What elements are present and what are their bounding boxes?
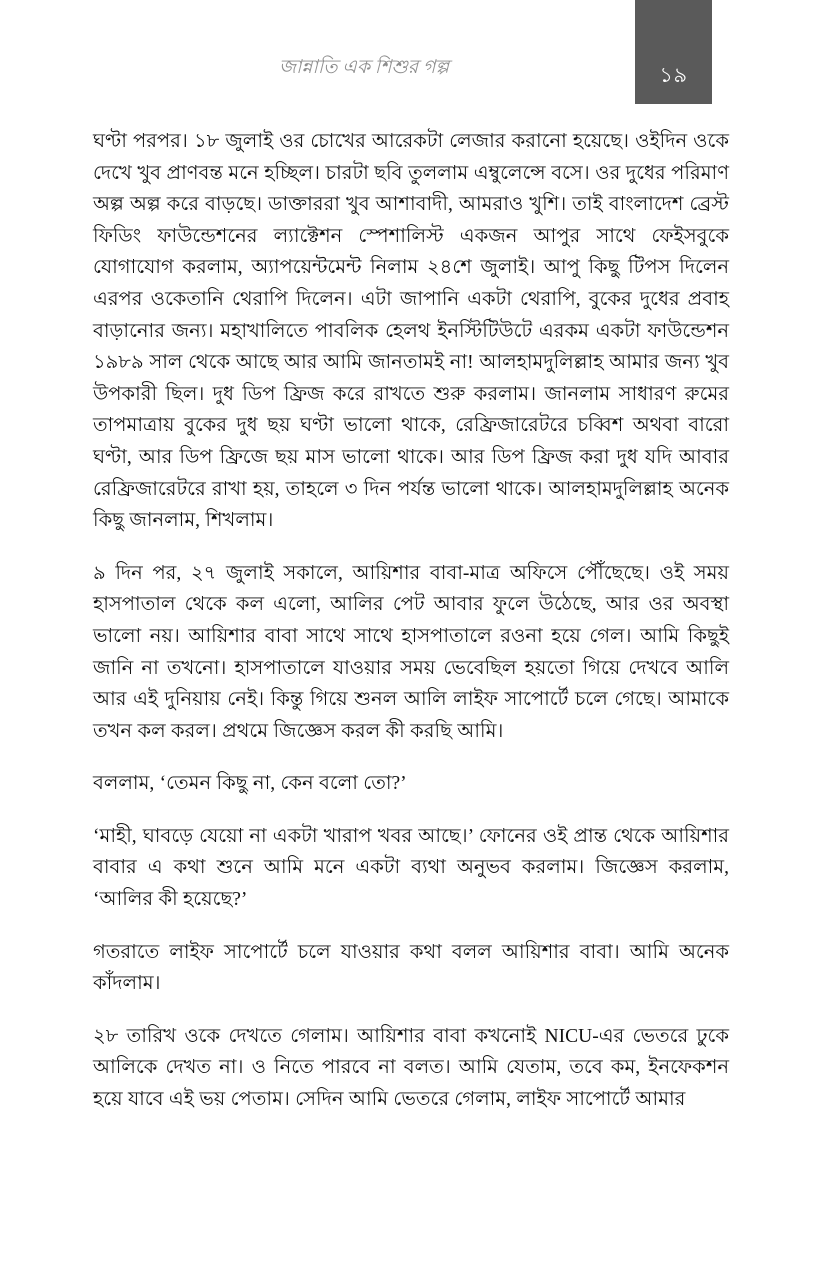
paragraph: ২৮ তারিখ ওকে দেখতে গেলাম। আয়িশার বাবা কখনোই NICU-এর ভেতরে ঢুকে আলিকে দেখত না। ও নিতে পারবে না বলত। আমি যেতাম, তবে কম, ইনফেকশন হয়ে যাবে এই ভয় পেতাম। সেদিন আমি ভেতরে গেলাম, লাইফ সাপোর্টে আমার bbox=[93, 1025, 729, 1111]
paragraph: বললাম, ‘তেমন কিছু না, কেন বলো তো?’ bbox=[93, 773, 407, 795]
running-head-title: জান্নাতি এক শিশুর গল্প bbox=[278, 57, 450, 78]
page-number-box bbox=[635, 0, 712, 104]
page-number: ১৯ bbox=[659, 63, 688, 87]
paragraph: গতরাতে লাইফ সাপোর্টে চলে যাওয়ার কথা বলল আয়িশার বাবা। আমি অনেক কাঁদলাম। bbox=[93, 941, 729, 995]
paragraph: ৯ দিন পর, ২৭ জুলাই সকালে, আয়িশার বাবা-মাত্র অফিসে পৌঁছেছে। ওই সময় হাসপাতাল থেকে কল এলো, আলির পেট আবার ফুলে উঠেছে, আর ওর অবস্থা ভালো নয়। আয়িশার বাবা সাথে সাথে হাসপাতালে রওনা হয়ে গেল। আমি কিছুই জানি না তখনো। হাসপাতালে যাওয়ার সময় ভেবেছিল হয়তো গিয়ে দেখবে আলি আর এই দুনিয়ায় নেই। কিন্তু গিয়ে শুনল আলি লাইফ সাপোর্টে চলে গেছে। আমাকে তখন কল করল। প্রথমে জিজ্ঞেস করল কী করছি আমি। bbox=[93, 562, 729, 742]
body-text-block bbox=[93, 126, 729, 1116]
paragraph: ‘মাহী, ঘাবড়ে যেয়ো না একটা খারাপ খবর আছে।’ ফোনের ওই প্রান্ত থেকে আয়িশার বাবার এ কথা শুনে আমি মনে একটা ব্যথা অনুভব করলাম। জিজ্ঞেস করলাম, ‘আলির কী হয়েছে?’ bbox=[93, 825, 729, 911]
page-header bbox=[0, 0, 822, 108]
paragraph: ঘণ্টা পরপর। ১৮ জুলাই ওর চোখের আরেকটা লেজার করানো হয়েছে। ওইদিন ওকে দেখে খুব প্রাণবন্ত মনে হচ্ছিল। চারটা ছবি তুললাম এম্বুলেন্সে বসে। ওর দুধের পরিমাণ অল্প অল্প করে বাড়ছে। ডাক্তাররা খুব আশাবাদী, আমরাও খুশি। তাই বাংলাদেশ ব্রেস্ট ফিডিং ফাউন্ডেশনের ল্যাক্টেশন স্পেশালিস্ট একজন আপুর সাথে ফেইসবুকে যোগাযোগ করলাম, অ্যাপয়েন্টমেন্ট নিলাম ২৪শে জুলাই। আপু কিছু টিপস দিলেন এরপর ওকেতানি থেরাপি দিলেন। এটা জাপানি একটা থেরাপি, বুকের দুধের প্রবাহ বাড়ানোর জন্য। মহাখালিতে পাবলিক হেলথ ইনস্টিটিউটে এরকম একটা ফাউন্ডেশন ১৯৮৯ সাল থেকে আছে আর আমি জানতামই না! আলহামদুলিল্লাহ আমার জন্য খুব উপকারী ছিল। দুধ ডিপ ফ্রিজ করে রাখতে শুরু করলাম। জানলাম সাধারণ রুমের তাপমাত্রায় বুকের দুধ ছয় ঘণ্টা ভালো থাকে, রেফ্রিজারেটরে চব্বিশ অথবা বারো ঘণ্টা, আর ডিপ ফ্রিজে ছয় মাস ভালো থাকে। আর ডিপ ফ্রিজ করা দুধ যদি আবার রেফ্রিজারেটরে রাখা হয়, তাহলে ৩ দিন পর্যন্ত ভালো থাকে। আলহামদুলিল্লাহ অনেক কিছু জানলাম, শিখলাম। bbox=[93, 131, 729, 532]
